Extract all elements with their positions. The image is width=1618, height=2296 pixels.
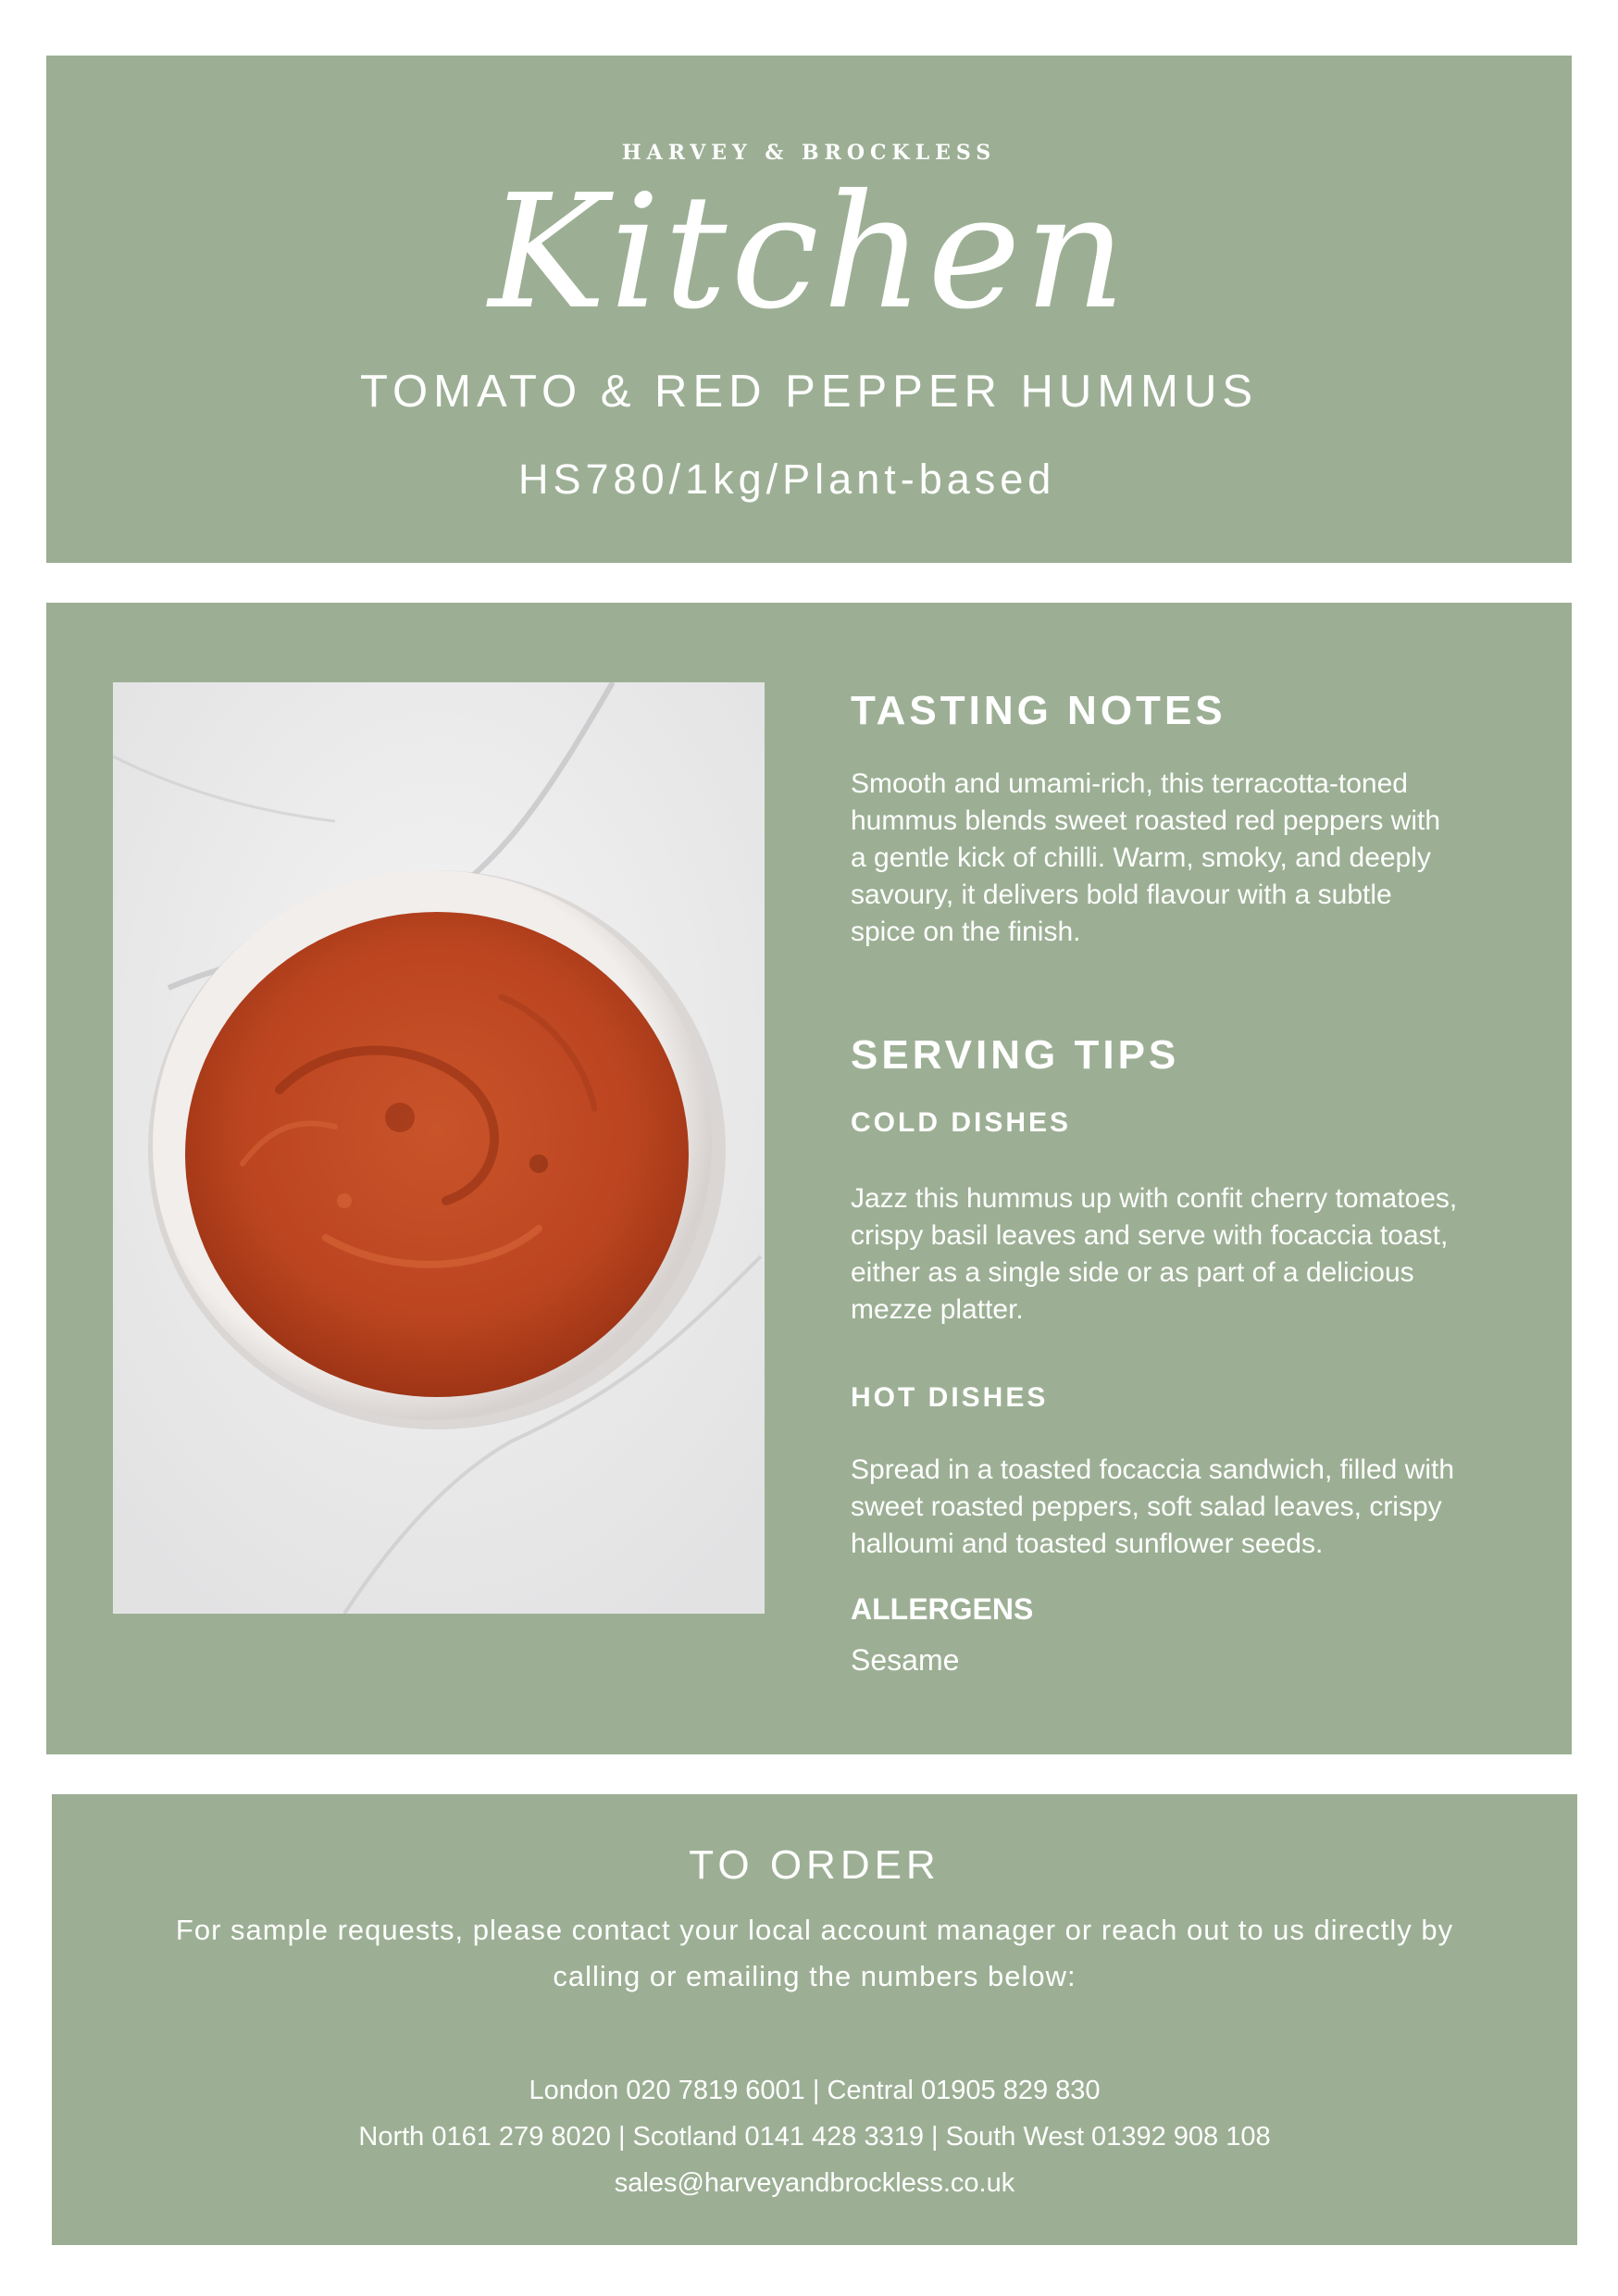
to-order-heading: TO ORDER bbox=[689, 1842, 940, 1888]
hot-dishes-text: Spread in a toasted focaccia sandwich, filled with sweet roasted peppers, soft salad leaves, crispy halloumi and toasted sunflower seeds. bbox=[851, 1454, 1455, 1559]
order-panel bbox=[52, 1794, 1577, 2245]
contact-line-1: London 020 7819 6001 | Central 01905 829 830 bbox=[529, 2076, 1101, 2105]
hot-dishes-heading: HOT DISHES bbox=[851, 1382, 1049, 1413]
product-code: HS780/1kg/Plant-based bbox=[518, 455, 1056, 503]
hummus-photo bbox=[113, 682, 765, 1614]
brand-name: HARVEY & BROCKLESS bbox=[621, 141, 997, 165]
email-link[interactable]: sales@harveyandbrockless.co.uk bbox=[614, 2168, 1015, 2198]
tasting-notes-heading: TASTING NOTES bbox=[851, 688, 1226, 733]
tasting-notes-text: Smooth and umami-rich, this terracotta-toned hummus blends sweet roasted red peppers with a gentle kick of chilli. Warm, smoky, and deeply savoury, it delivers bold flavour with a subtle spice on the finish. bbox=[851, 768, 1441, 947]
allergens-heading: ALLERGENS bbox=[851, 1592, 1034, 1626]
contact-line-2: North 0161 279 8020 | Scotland 0141 428 3319 | South West 01392 908 108 bbox=[358, 2122, 1271, 2152]
product-details-panel bbox=[46, 603, 1572, 1754]
kitchen-script-logo: Kitchen bbox=[488, 161, 1130, 344]
allergens-text: Sesame bbox=[851, 1643, 960, 1677]
product-title: TOMATO & RED PEPPER HUMMUS bbox=[359, 367, 1259, 417]
cold-dishes-heading: COLD DISHES bbox=[851, 1107, 1072, 1138]
header-banner bbox=[46, 56, 1572, 563]
order-description: For sample requests, please contact your local account manager or reach out to us directly by calling or emailing the numbers below: bbox=[175, 1914, 1454, 1992]
cold-dishes-text: Jazz this hummus up with confit cherry tomatoes, crispy basil leaves and serve with focaccia toast, either as a single side or as part of a delicious mezze platter. bbox=[851, 1183, 1458, 1325]
serving-tips-heading: SERVING TIPS bbox=[851, 1032, 1180, 1078]
